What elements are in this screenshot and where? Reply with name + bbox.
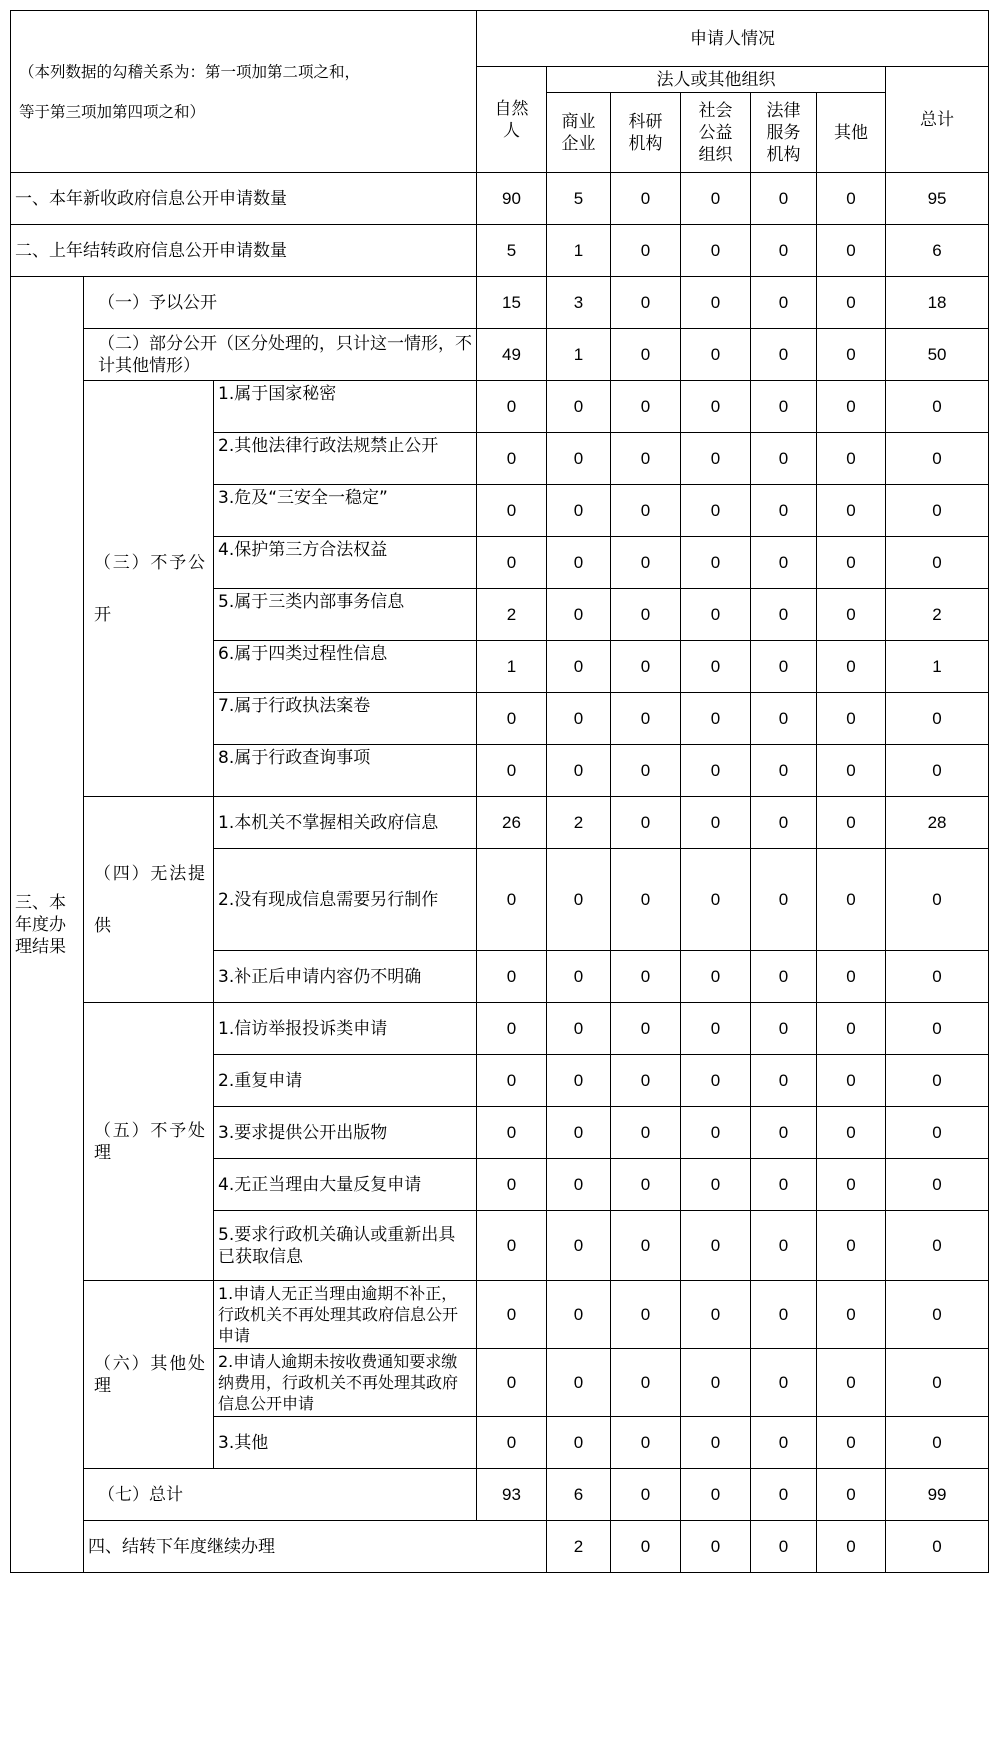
cell-natural: 2 <box>547 1521 611 1573</box>
cell-research: 0 <box>611 537 681 589</box>
cell-total: 0 <box>886 1159 989 1211</box>
row-label: 4.保护第三方合法权益 <box>214 537 477 589</box>
other-header: 其他 <box>817 93 886 173</box>
cell-social: 0 <box>681 641 751 693</box>
cell-total: 0 <box>886 745 989 797</box>
cell-legal: 0 <box>817 1521 886 1573</box>
cell-social: 0 <box>681 1003 751 1055</box>
cell-other: 0 <box>817 485 886 537</box>
cell-social: 0 <box>681 277 751 329</box>
cell-research: 0 <box>611 381 681 433</box>
table-row <box>11 1469 989 1521</box>
cell-legal: 0 <box>751 1349 817 1417</box>
cell-natural: 0 <box>477 537 547 589</box>
cell-other: 0 <box>817 381 886 433</box>
row-label: 8.属于行政查询事项 <box>214 745 477 797</box>
cell-legal: 0 <box>751 173 817 225</box>
cell-legal: 0 <box>751 745 817 797</box>
cell-other: 0 <box>817 1469 886 1521</box>
row-label: 5.要求行政机关确认或重新出具已获取信息 <box>214 1211 477 1281</box>
cell-research: 0 <box>611 797 681 849</box>
cell-social: 0 <box>681 951 751 1003</box>
cell-research: 0 <box>611 485 681 537</box>
cell-legal: 0 <box>751 1159 817 1211</box>
cell-commercial: 0 <box>547 849 611 951</box>
cell-natural: 15 <box>477 277 547 329</box>
research-header <box>611 93 681 173</box>
cell-commercial: 0 <box>547 1055 611 1107</box>
cell-total: 18 <box>886 277 989 329</box>
cell-total: 1 <box>886 641 989 693</box>
table-row <box>11 329 989 381</box>
cell-commercial: 0 <box>547 537 611 589</box>
cell-research: 0 <box>611 1159 681 1211</box>
cell-natural: 93 <box>477 1469 547 1521</box>
cell-total: 0 <box>886 381 989 433</box>
social-welfare-header <box>681 93 751 173</box>
legal-service-label: 法律服务机构 <box>766 100 801 165</box>
applicant-situation-header: 申请人情况 <box>477 11 989 67</box>
group5-label: （五）不予处理 <box>84 1003 214 1281</box>
cell-legal: 0 <box>751 849 817 951</box>
cell-research: 0 <box>611 1281 681 1349</box>
cell-research: 0 <box>611 277 681 329</box>
cell-other: 0 <box>817 1159 886 1211</box>
cell-other: 0 <box>817 1211 886 1281</box>
cell-natural: 0 <box>477 951 547 1003</box>
row-label: 1.属于国家秘密 <box>214 381 477 433</box>
cell-research: 0 <box>611 225 681 277</box>
cell-total: 0 <box>886 1281 989 1349</box>
cell-total: 6 <box>886 225 989 277</box>
cell-social: 0 <box>681 433 751 485</box>
row-label <box>84 277 477 329</box>
cell-other: 0 <box>817 537 886 589</box>
cell-total: 2 <box>886 589 989 641</box>
row-label: 7.属于行政执法案卷 <box>214 693 477 745</box>
cell-commercial: 0 <box>547 1003 611 1055</box>
cell-research: 0 <box>611 1469 681 1521</box>
cell-research: 0 <box>611 641 681 693</box>
cell-total: 99 <box>886 1469 989 1521</box>
cell-commercial: 1 <box>547 329 611 381</box>
natural-person-header <box>477 67 547 173</box>
cell-other: 0 <box>817 277 886 329</box>
cell-social: 0 <box>681 745 751 797</box>
row-label: （七）总计 <box>84 1469 477 1521</box>
cell-natural: 26 <box>477 797 547 849</box>
cell-other: 0 <box>817 1003 886 1055</box>
row-label: 1.申请人无正当理由逾期不补正，行政机关不再处理其政府信息公开申请 <box>214 1281 477 1349</box>
cell-social: 0 <box>681 1055 751 1107</box>
cell-commercial: 0 <box>611 1521 681 1573</box>
cell-research: 0 <box>611 1107 681 1159</box>
cell-commercial: 0 <box>547 1417 611 1469</box>
cell-natural: 49 <box>477 329 547 381</box>
cell-natural: 0 <box>477 1211 547 1281</box>
cell-commercial: 0 <box>547 1211 611 1281</box>
table-row <box>11 277 989 329</box>
cell-social: 0 <box>681 1159 751 1211</box>
group3-label: （三）不予公开 <box>84 381 214 797</box>
header-note-line1: （本列数据的勾稽关系为：第一项加第二项之和， <box>19 62 361 81</box>
cell-total: 0 <box>886 849 989 951</box>
natural-person-label: 自然人 <box>494 98 529 141</box>
table-row <box>11 1521 989 1573</box>
cell-other: 0 <box>817 797 886 849</box>
cell-other: 0 <box>817 173 886 225</box>
cell-commercial: 5 <box>547 173 611 225</box>
row-label: 5.属于三类内部事务信息 <box>214 589 477 641</box>
cell-natural: 5 <box>477 225 547 277</box>
cell-other: 0 <box>817 589 886 641</box>
cell-social: 0 <box>681 173 751 225</box>
cell-legal: 0 <box>751 641 817 693</box>
table-row <box>11 173 989 225</box>
cell-other: 0 <box>817 1417 886 1469</box>
cell-total: 28 <box>886 797 989 849</box>
cell-social: 0 <box>681 381 751 433</box>
cell-other: 0 <box>817 1107 886 1159</box>
cell-other: 0 <box>817 433 886 485</box>
cell-total: 0 <box>886 1003 989 1055</box>
cell-natural: 0 <box>477 485 547 537</box>
cell-legal: 0 <box>751 1107 817 1159</box>
cell-commercial: 0 <box>547 381 611 433</box>
cell-other: 0 <box>817 641 886 693</box>
row-label: 2.重复申请 <box>214 1055 477 1107</box>
cell-legal: 0 <box>751 277 817 329</box>
header-note-line2: 等于第三项加第四项之和） <box>19 102 206 121</box>
cell-total: 0 <box>886 1107 989 1159</box>
table-row <box>11 225 989 277</box>
row-label: 4.无正当理由大量反复申请 <box>214 1159 477 1211</box>
row-label: 1.信访举报投诉类申请 <box>214 1003 477 1055</box>
cell-total: 0 <box>886 433 989 485</box>
table-row <box>11 1003 989 1055</box>
row-label: 四、结转下年度继续办理 <box>84 1521 547 1573</box>
cell-social: 0 <box>681 225 751 277</box>
cell-social: 0 <box>681 329 751 381</box>
cell-commercial: 6 <box>547 1469 611 1521</box>
cell-commercial: 0 <box>547 1159 611 1211</box>
table-row <box>11 797 989 849</box>
cell-legal: 0 <box>751 951 817 1003</box>
cell-research: 0 <box>611 433 681 485</box>
cell-natural: 0 <box>477 745 547 797</box>
cell-research: 0 <box>611 951 681 1003</box>
cell-social: 0 <box>681 589 751 641</box>
cell-social: 0 <box>681 1469 751 1521</box>
cell-total: 0 <box>886 485 989 537</box>
row-label: 一、本年新收政府信息公开申请数量 <box>11 173 477 225</box>
cell-research: 0 <box>611 745 681 797</box>
row-label: 1.本机关不掌握相关政府信息 <box>214 797 477 849</box>
cell-total: 95 <box>886 173 989 225</box>
cell-research: 0 <box>611 849 681 951</box>
cell-natural: 0 <box>477 849 547 951</box>
cell-total: 0 <box>886 1349 989 1417</box>
cell-commercial: 0 <box>547 1281 611 1349</box>
cell-other: 0 <box>817 1349 886 1417</box>
header-note <box>11 11 477 173</box>
cell-other: 0 <box>817 225 886 277</box>
cell-total: 0 <box>886 537 989 589</box>
cell-social: 0 <box>681 537 751 589</box>
cell-legal: 0 <box>751 381 817 433</box>
cell-total: 0 <box>886 693 989 745</box>
social-welfare-label: 社会公益组织 <box>698 100 733 165</box>
total-header: 总计 <box>886 67 989 173</box>
cell-other: 0 <box>817 693 886 745</box>
cell-natural: 0 <box>477 1107 547 1159</box>
cell-commercial: 0 <box>547 1349 611 1417</box>
row-label: 二、上年结转政府信息公开申请数量 <box>11 225 477 277</box>
section3-label <box>11 277 84 1573</box>
cell-legal: 0 <box>751 1003 817 1055</box>
cell-research: 0 <box>611 173 681 225</box>
cell-total: 0 <box>886 1055 989 1107</box>
cell-social: 0 <box>681 1349 751 1417</box>
cell-natural: 2 <box>477 589 547 641</box>
row-label: 3.补正后申请内容仍不明确 <box>214 951 477 1003</box>
cell-research: 0 <box>611 1417 681 1469</box>
cell-natural: 0 <box>477 693 547 745</box>
cell-commercial: 0 <box>547 485 611 537</box>
cell-social: 0 <box>681 849 751 951</box>
cell-research: 0 <box>611 693 681 745</box>
cell-natural: 0 <box>477 1417 547 1469</box>
cell-legal: 0 <box>751 1281 817 1349</box>
cell-total: 0 <box>886 951 989 1003</box>
cell-research: 0 <box>611 1003 681 1055</box>
row-label: 6.属于四类过程性信息 <box>214 641 477 693</box>
cell-legal: 0 <box>751 589 817 641</box>
cell-social: 0 <box>681 1211 751 1281</box>
cell-commercial: 0 <box>547 589 611 641</box>
cell-natural: 0 <box>477 1055 547 1107</box>
cell-natural: 0 <box>477 1159 547 1211</box>
group4-label: （四）无法提供 <box>84 797 214 1003</box>
cell-research: 0 <box>611 329 681 381</box>
cell-natural: 0 <box>477 1349 547 1417</box>
cell-legal: 0 <box>751 693 817 745</box>
cell-natural: 90 <box>477 173 547 225</box>
commercial-header <box>547 93 611 173</box>
government-info-disclosure-table <box>10 10 989 1573</box>
cell-legal: 0 <box>751 1055 817 1107</box>
cell-other: 0 <box>817 745 886 797</box>
row-label: 2.申请人逾期未按收费通知要求缴纳费用，行政机关不再处理其政府信息公开申请 <box>214 1349 477 1417</box>
cell-social: 0 <box>751 1521 817 1573</box>
cell-legal: 0 <box>751 1469 817 1521</box>
cell-other: 0 <box>817 329 886 381</box>
row-label: 3.要求提供公开出版物 <box>214 1107 477 1159</box>
cell-other: 0 <box>817 951 886 1003</box>
row-label-text: （一）予以公开 <box>98 292 217 313</box>
cell-legal: 0 <box>751 485 817 537</box>
cell-total: 0 <box>886 1211 989 1281</box>
legal-group-header: 法人或其他组织 <box>547 67 886 93</box>
cell-research: 0 <box>611 1349 681 1417</box>
cell-legal: 0 <box>751 433 817 485</box>
disclosure-table-container <box>10 10 989 1573</box>
row-label: 2.没有现成信息需要另行制作 <box>214 849 477 951</box>
cell-research: 0 <box>611 1055 681 1107</box>
cell-legal: 0 <box>751 537 817 589</box>
group6-label: （六）其他处理 <box>84 1281 214 1469</box>
cell-legal: 0 <box>751 329 817 381</box>
cell-natural: 0 <box>477 381 547 433</box>
cell-commercial: 2 <box>547 797 611 849</box>
cell-social: 0 <box>681 1417 751 1469</box>
cell-social: 0 <box>681 693 751 745</box>
table-row <box>11 1281 989 1349</box>
cell-commercial: 3 <box>547 277 611 329</box>
cell-social: 0 <box>681 485 751 537</box>
cell-social: 0 <box>681 1107 751 1159</box>
cell-commercial: 0 <box>547 951 611 1003</box>
cell-research: 0 <box>681 1521 751 1573</box>
cell-other: 0 <box>817 1055 886 1107</box>
row-label: 2.其他法律行政法规禁止公开 <box>214 433 477 485</box>
cell-legal: 0 <box>751 1417 817 1469</box>
cell-research: 0 <box>611 1211 681 1281</box>
cell-commercial: 0 <box>547 693 611 745</box>
row-label: 3.危及“三安全一稳定” <box>214 485 477 537</box>
row-label: 3.其他 <box>214 1417 477 1469</box>
cell-total: 50 <box>886 329 989 381</box>
cell-legal: 0 <box>751 797 817 849</box>
cell-natural: 1 <box>477 641 547 693</box>
cell-social: 0 <box>681 1281 751 1349</box>
cell-other: 0 <box>886 1521 989 1573</box>
research-label: 科研机构 <box>628 111 663 154</box>
cell-natural: 0 <box>477 1003 547 1055</box>
commercial-label: 商业企业 <box>561 111 596 154</box>
cell-natural: 0 <box>477 1281 547 1349</box>
cell-commercial: 0 <box>547 745 611 797</box>
cell-legal: 0 <box>751 1211 817 1281</box>
row-label: （二）部分公开（区分处理的，只计这一情形，不计其他情形） <box>84 329 477 381</box>
table-row <box>11 381 989 433</box>
cell-commercial: 0 <box>547 641 611 693</box>
cell-social: 0 <box>681 797 751 849</box>
cell-other: 0 <box>817 1281 886 1349</box>
cell-legal: 0 <box>751 225 817 277</box>
legal-service-header <box>751 93 817 173</box>
cell-natural: 0 <box>477 433 547 485</box>
cell-commercial: 0 <box>547 1107 611 1159</box>
cell-research: 0 <box>611 589 681 641</box>
cell-total: 0 <box>886 1417 989 1469</box>
cell-commercial: 1 <box>547 225 611 277</box>
section3-label-text: 三、本年度办理结果 <box>15 892 66 957</box>
cell-commercial: 0 <box>547 433 611 485</box>
cell-other: 0 <box>817 849 886 951</box>
